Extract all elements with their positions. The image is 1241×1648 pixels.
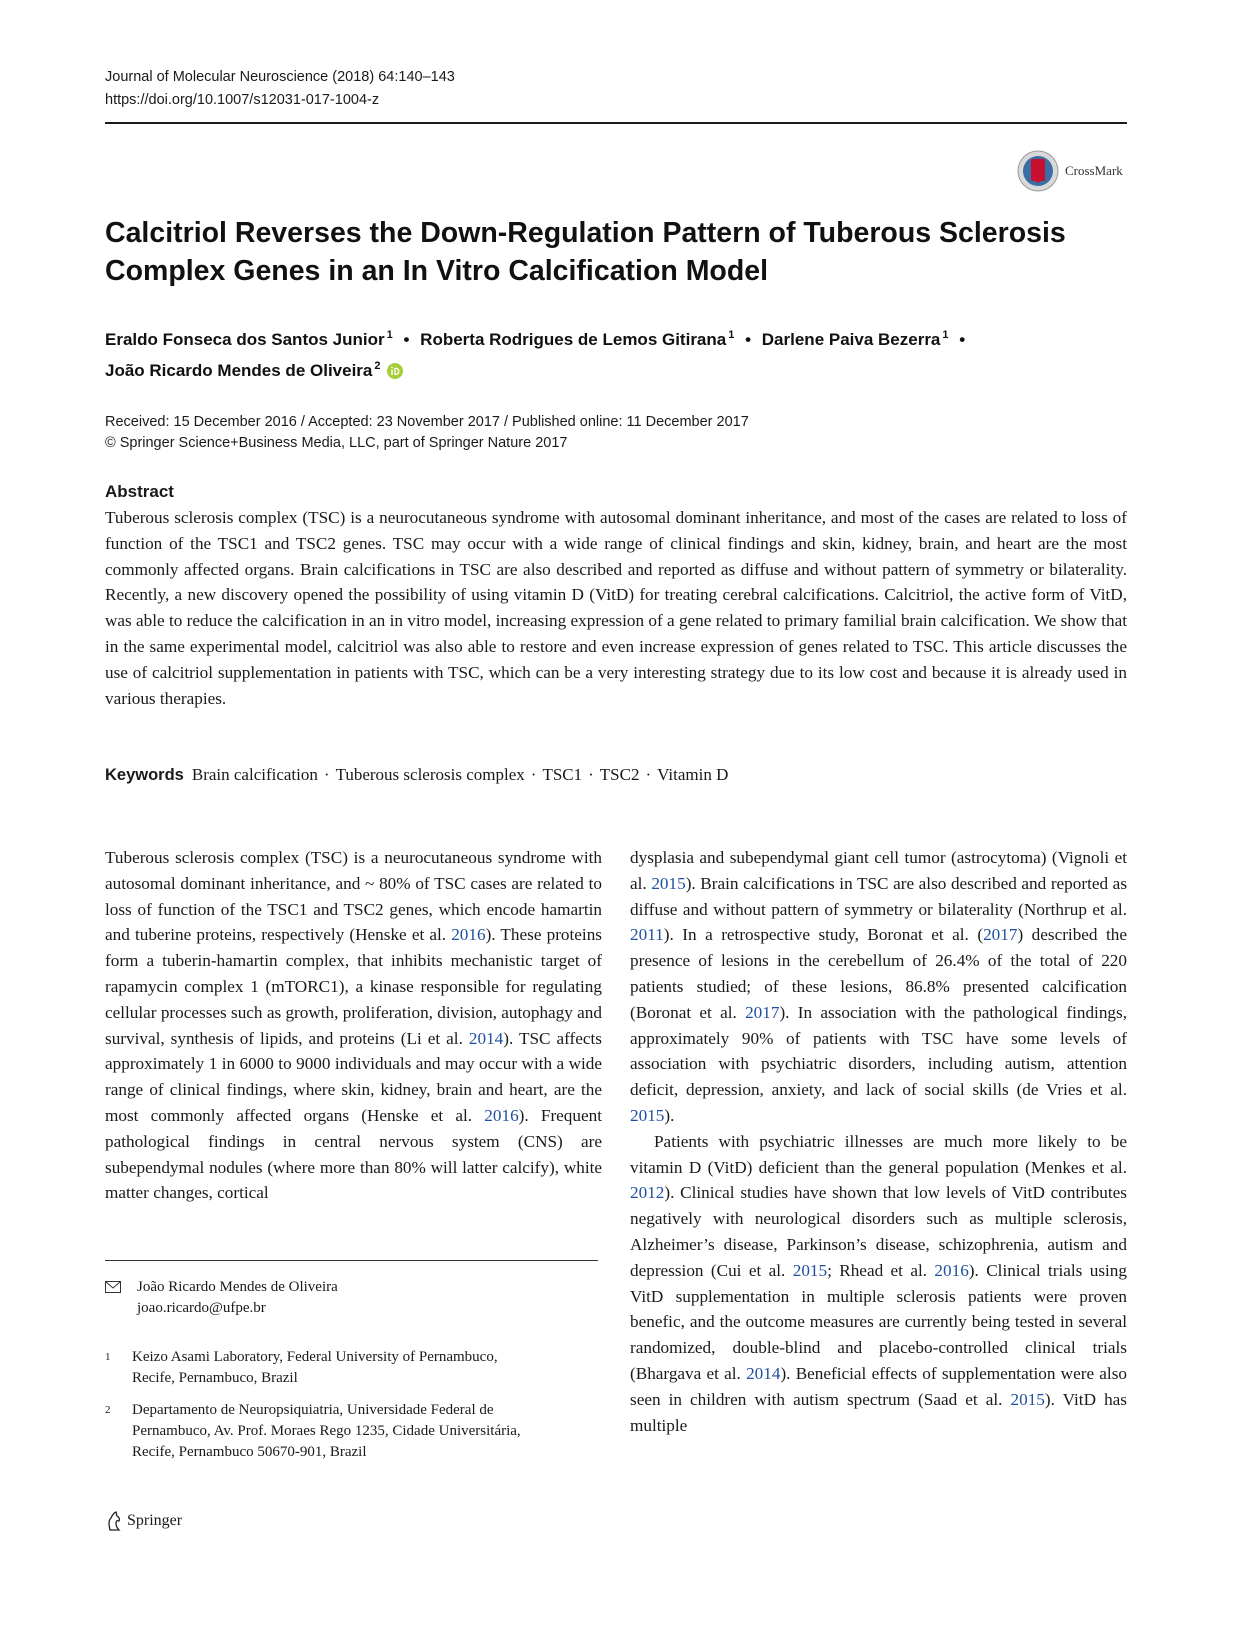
keyword: Brain calcification bbox=[191, 765, 318, 784]
body-text: ) described the presence of lesions in the cerebellum of 26.4% of the total of 220 patients studied; of these lesions, 86.8% presented calcification (Boronat et al. bbox=[630, 925, 1128, 1022]
author-list bbox=[105, 322, 1127, 384]
author-name[interactable]: Darlene Paiva Bezerra bbox=[761, 330, 941, 349]
citation-link[interactable]: 2015 bbox=[651, 873, 686, 893]
body-text: ). bbox=[664, 1105, 675, 1125]
body-column-right bbox=[630, 845, 1127, 1438]
affiliation-line: Keizo Asami Laboratory, Federal University of Pernambuco, bbox=[132, 1349, 498, 1365]
citation-link[interactable]: 2011 bbox=[630, 925, 664, 945]
body-text: dysplasia and subependymal giant cell tumor (astrocytoma) (Vignoli et al. bbox=[630, 848, 1127, 893]
body-text: Patients with psychiatric illnesses are much more likely to be vitamin D (VitD) deficient than the general population (Menkes et al. bbox=[630, 1131, 1127, 1177]
keyword: TSC2 bbox=[599, 765, 640, 784]
affiliation-line: Pernambuco, Av. Prof. Moraes Rego 1235, Cidade Universitária, bbox=[132, 1423, 521, 1439]
affiliation-footnote-1 bbox=[105, 1347, 598, 1389]
author-name[interactable]: João Ricardo Mendes de Oliveira bbox=[105, 361, 373, 380]
keyword: TSC1 bbox=[542, 765, 583, 784]
body-text: ). VitD has multiple bbox=[630, 1389, 1127, 1435]
keyword-separator: · bbox=[588, 765, 594, 784]
body-text: ). Frequent pathological findings in central nervous system (CNS) are subependymal nodules (where more than 80% will latter calcify), white matter changes, cortical bbox=[105, 1105, 602, 1203]
author-separator: • bbox=[959, 330, 966, 349]
abstract-text: Tuberous sclerosis complex (TSC) is a neurocutaneous syndrome with autosomal dominant inheritance, and most of the cases are related to loss of function of the TSC1 and TSC2 genes. TSC may occur with a wide range of clinical findings and skin, kidney, brain, and heart are the most commonly affected organs. Brain calcifications in TSC are also described and reported as diffuse and without pattern of symmetry or bilaterality. Recently, a new discovery opened the possibility of using vitamin D (VitD) for treating cerebral calcifications. Calcitriol, the active form of VitD, was able to reduce the calcification in an in vitro model, increasing expression of a gene related to primary familial brain calcification. We show that in the same experimental model, calcitriol was also able to restore and even increase expression of genes related to TSC. This article discusses the use of calcitriol supplementation in patients with TSC, which can be a very interesting strategy due to its low cost and because it is already used in various therapies. bbox=[105, 508, 1127, 708]
author-affiliation: 1 bbox=[386, 329, 393, 341]
author-separator: • bbox=[745, 330, 752, 349]
springer-horse-icon bbox=[105, 1510, 123, 1532]
crossmark-icon bbox=[1017, 150, 1059, 192]
affiliation-line: Recife, Pernambuco 50670-901, Brazil bbox=[132, 1444, 367, 1460]
affiliation-number: 1 bbox=[105, 1351, 111, 1363]
body-text: Tuberous sclerosis complex (TSC) is a neurocutaneous syndrome with autosomal dominant inheritance, and ~ 80% of TSC cases are related to loss of function of the TSC1 and TSC2 genes, which encode hamartin and tuberine proteins, respectively (Henske et al. bbox=[105, 848, 602, 945]
doi-link[interactable]: https://doi.org/10.1007/s12031-017-1004-z bbox=[105, 92, 380, 108]
affiliation-line: Departamento de Neuropsiquiatria, Universidade Federal de bbox=[132, 1402, 494, 1418]
citation-link[interactable]: 2017 bbox=[983, 925, 1018, 945]
article-title bbox=[105, 214, 1127, 290]
affiliation-line: Recife, Pernambuco, Brazil bbox=[132, 1370, 298, 1386]
author-name[interactable]: Eraldo Fonseca dos Santos Junior bbox=[105, 330, 385, 349]
correspondence-email[interactable]: joao.ricardo@ufpe.br bbox=[137, 1300, 266, 1316]
keyword: Tuberous sclerosis complex bbox=[335, 765, 525, 784]
body-text: ). Beneficial effects of supplementation were also seen in children with autism spectrum (Saad et al. bbox=[630, 1363, 1127, 1409]
citation-link[interactable]: 2015 bbox=[1010, 1389, 1045, 1409]
title-line-1: Calcitriol Reverses the Down-Regulation Pattern of Tuberous Sclerosis bbox=[105, 217, 1066, 249]
page-footer bbox=[105, 1510, 182, 1532]
body-paragraph bbox=[630, 1129, 1127, 1439]
article-history bbox=[105, 412, 749, 454]
abstract-heading: Abstract bbox=[105, 482, 174, 501]
citation-link[interactable]: 2016 bbox=[484, 1105, 519, 1125]
author-affiliation: 1 bbox=[942, 329, 949, 341]
citation-link[interactable]: 2012 bbox=[630, 1183, 665, 1203]
citation-link[interactable]: 2017 bbox=[745, 1002, 780, 1022]
body-text: ). These proteins form a tuberin-hamartin complex, that inhibits mechanistic target of rapamycin complex 1 (mTORC1), a kinase responsible for regulating cellular processes such as growth, proliferation, division, autophagy and survival, synthesis of lipids, and proteins (Li et al. bbox=[105, 925, 602, 1048]
copyright-line: © Springer Science+Business Media, LLC, part of Springer Nature 2017 bbox=[105, 435, 568, 451]
journal-citation: Journal of Molecular Neuroscience (2018) 64:140–143 bbox=[105, 69, 455, 85]
crossmark-label: CrossMark bbox=[1065, 163, 1123, 178]
body-text: ; Rhead et al. bbox=[827, 1260, 935, 1280]
citation-link[interactable]: 2015 bbox=[792, 1260, 828, 1280]
journal-header bbox=[105, 66, 455, 112]
body-column-left bbox=[105, 845, 602, 1206]
body-paragraph bbox=[630, 845, 1127, 1129]
keyword-separator: · bbox=[645, 765, 652, 784]
citation-link[interactable]: 2016 bbox=[934, 1260, 969, 1280]
header-rule bbox=[105, 122, 1127, 124]
orcid-icon[interactable] bbox=[387, 363, 403, 379]
body-text: ). Clinical studies have shown that low levels of VitD contributes negatively with neurological disorders such as multiple sclerosis, Alzheimer’s disease, Parkinson’s disease, schizophrenia, autism and depression (Cui et al. bbox=[630, 1183, 1127, 1280]
keyword-separator: · bbox=[323, 765, 330, 784]
keywords-label: Keywords bbox=[105, 766, 184, 784]
body-paragraph bbox=[105, 845, 602, 1206]
citation-link[interactable]: 2016 bbox=[451, 925, 486, 945]
author-line-1 bbox=[105, 322, 1127, 353]
author-affiliation: 1 bbox=[728, 329, 735, 341]
publisher-name: Springer bbox=[127, 1512, 183, 1529]
correspondence-name: João Ricardo Mendes de Oliveira bbox=[137, 1279, 338, 1295]
author-line-2 bbox=[105, 353, 1127, 384]
affiliation-number: 2 bbox=[105, 1404, 111, 1416]
title-line-2: Complex Genes in an In Vitro Calcification Model bbox=[105, 255, 769, 287]
affiliation-footnote-2 bbox=[105, 1400, 598, 1463]
keyword-separator: · bbox=[530, 765, 537, 784]
author-affiliation: 2 bbox=[374, 360, 381, 372]
body-text: ). Brain calcifications in TSC are also described and reported as diffuse and without pattern of symmetry or bilaterality (Northrup et al. bbox=[630, 873, 1128, 919]
citation-link[interactable]: 2015 bbox=[630, 1105, 665, 1125]
keyword: Vitamin D bbox=[657, 765, 729, 784]
history-dates: Received: 15 December 2016 / Accepted: 23 November 2017 / Published online: 11 December 2017 bbox=[105, 414, 749, 430]
body-text: ). Clinical trials using VitD supplementation in multiple sclerosis patients were proven benefic, and the outcome measures are currently being tested in several randomized, double-blind and placebo-controlled clinical trials (Bhargava et al. bbox=[630, 1260, 1127, 1383]
author-name[interactable]: Roberta Rodrigues de Lemos Gitirana bbox=[420, 330, 727, 349]
footnote-rule bbox=[105, 1260, 598, 1261]
crossmark-badge[interactable] bbox=[1017, 150, 1123, 192]
citation-link[interactable]: 2014 bbox=[746, 1363, 781, 1383]
envelope-icon bbox=[105, 1281, 121, 1293]
keywords bbox=[105, 765, 728, 785]
author-separator: • bbox=[403, 330, 410, 349]
correspondence-footnote bbox=[105, 1277, 338, 1319]
body-text: ). In association with the pathological findings, approximately 90% of patients with TSC have some levels of association with psychiatric disorders, including autism, attention deficit, depression, anxiety, and lack of social skills (de Vries et al. bbox=[630, 1002, 1127, 1100]
body-text: ). TSC affects approximately 1 in 6000 to 9000 individuals and may occur with a wide range of clinical findings, where skin, kidney, brain and heart, are the most commonly affected organs (Henske et al. bbox=[105, 1028, 603, 1125]
body-text: ). In a retrospective study, Boronat et al. ( bbox=[663, 925, 984, 945]
citation-link[interactable]: 2014 bbox=[468, 1028, 504, 1048]
